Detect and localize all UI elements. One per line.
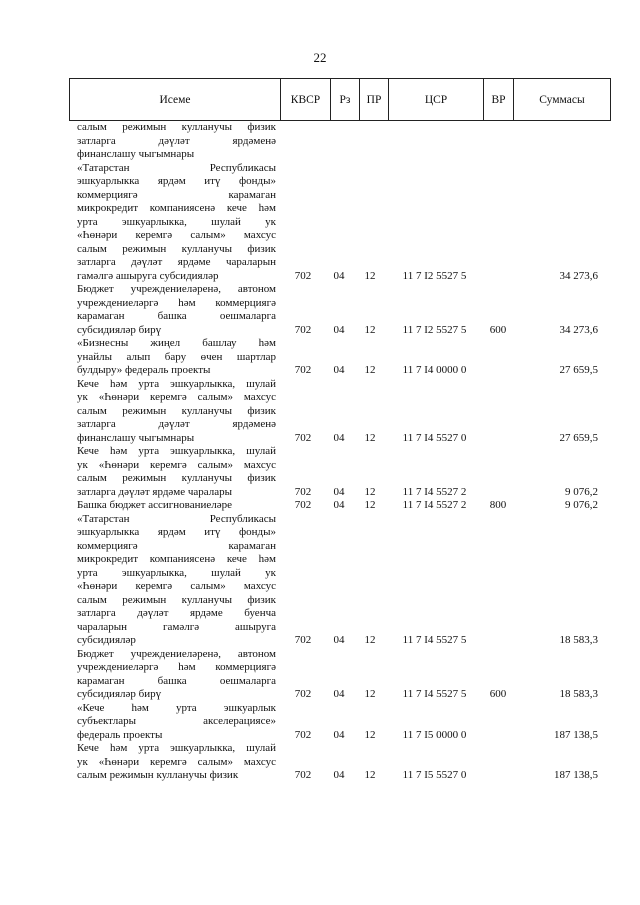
row-name-line: «Татарстан Республикасы <box>77 161 276 174</box>
row-name-line: «Һөнәри керемгә салым» махсус <box>77 229 276 241</box>
header-csr: ЦСР <box>389 79 484 121</box>
row-name-line: салым режимын кулланучы физик <box>77 769 239 781</box>
row-name-line: салым режимын кулланучы физик <box>77 242 276 255</box>
cell-pr: 12 <box>364 499 376 511</box>
row-name-line: салым режимын кулланучы физик <box>77 593 276 606</box>
cell-csr: 11 7 I4 5527 2 <box>402 485 467 498</box>
cell-vr: 800 <box>489 499 507 511</box>
cell-csr: 11 7 I4 5527 5 <box>402 688 467 700</box>
row-name <box>77 702 276 743</box>
table-row <box>0 121 640 162</box>
row-name-line: субсидияләр бирү <box>77 323 162 336</box>
row-name-line: «Һөнәри керемгә салым» махсус <box>77 580 276 592</box>
cell-amount: 34 273,6 <box>559 323 598 336</box>
row-name-line: финанслашу чыгымнары <box>77 431 195 444</box>
cell-rz: 04 <box>333 269 345 282</box>
cell-kvsr: 702 <box>294 364 312 376</box>
table-row <box>0 648 640 702</box>
header-amount: Суммасы <box>514 79 611 121</box>
cell-kvsr: 702 <box>294 728 312 741</box>
cell-amount: 27 659,5 <box>559 431 598 444</box>
table-row <box>0 337 640 378</box>
cell-amount: 187 138,5 <box>554 769 598 781</box>
cell-csr: 11 7 I5 0000 0 <box>402 728 467 741</box>
row-name-line: учреждениеләргә һәм коммерциягә <box>77 661 276 673</box>
row-name <box>77 513 276 648</box>
cell-rz: 04 <box>333 323 345 336</box>
row-name-line: Башка бюджет ассигнованиеләре <box>77 499 232 511</box>
cell-amount: 18 583,3 <box>559 688 598 700</box>
row-name-line: субсидияләр <box>77 634 136 646</box>
row-name-line: эшкуарлыкка ярдәм итү фонды» <box>77 175 276 187</box>
row-name-line: «Бизнесны жиңел башлау һәм <box>77 337 276 349</box>
cell-kvsr: 702 <box>294 323 312 336</box>
cell-rz: 04 <box>333 769 345 781</box>
cell-csr: 11 7 I4 5527 2 <box>402 499 467 511</box>
cell-csr: 11 7 I5 5527 0 <box>402 769 467 781</box>
row-name <box>77 742 276 783</box>
header-pr: ПР <box>360 79 389 121</box>
row-name-line: Кече һәм урта эшкуарлыкка, шулай <box>77 377 276 390</box>
row-name-line: чараларын гамәлгә ашыруга <box>77 620 276 633</box>
cell-vr: 600 <box>489 688 507 700</box>
row-name-line: Кече һәм урта эшкуарлыкка, шулай <box>77 742 276 754</box>
cell-kvsr: 702 <box>294 769 312 781</box>
row-name-line: учреждениеләргә һәм коммерциягә <box>77 296 276 309</box>
cell-csr: 11 7 I4 0000 0 <box>402 364 467 376</box>
row-name-line: затларга дәүләт ярдәменә <box>77 418 276 430</box>
cell-csr: 11 7 I2 5527 5 <box>402 323 467 336</box>
cell-kvsr: 702 <box>294 688 312 700</box>
cell-rz: 04 <box>333 634 345 646</box>
cell-rz: 04 <box>333 688 345 700</box>
row-name-line: ук «Һөнәри керемгә салым» махсус <box>77 391 276 403</box>
cell-pr: 12 <box>364 323 376 336</box>
cell-pr: 12 <box>364 364 376 376</box>
cell-kvsr: 702 <box>294 499 312 511</box>
row-name-line: урта эшкуарлыкка, шулай ук <box>77 566 276 579</box>
row-name-line: ук «Һөнәри керемгә салым» махсус <box>77 755 276 768</box>
cell-csr: 11 7 I4 5527 0 <box>402 431 467 444</box>
header-vr: ВР <box>484 79 514 121</box>
header-rz: Рз <box>331 79 360 121</box>
row-name-line: салым режимын кулланучы физик <box>77 121 276 133</box>
cell-amount: 34 273,6 <box>559 269 598 282</box>
cell-pr: 12 <box>364 269 376 282</box>
table-header <box>69 78 611 121</box>
row-name <box>77 499 276 513</box>
cell-rz: 04 <box>333 499 345 511</box>
cell-amount: 9 076,2 <box>565 485 598 498</box>
cell-kvsr: 702 <box>294 431 312 444</box>
row-name-line: микрокредит компаниясенә кече һәм <box>77 553 276 565</box>
cell-pr: 12 <box>364 431 376 444</box>
cell-csr: 11 7 I4 5527 5 <box>402 634 467 646</box>
row-name-line: затларга дәүләт ярдәме чараларын <box>77 256 276 268</box>
table-row <box>0 513 640 648</box>
table-row <box>0 445 640 499</box>
row-name <box>77 121 276 162</box>
cell-rz: 04 <box>333 728 345 741</box>
cell-kvsr: 702 <box>294 634 312 646</box>
row-name-line: затларга дәүләт ярдәме буенча <box>77 607 276 619</box>
table-row <box>0 702 640 743</box>
table-body <box>0 121 640 783</box>
row-name-line: «Кече һәм урта эшкуарлык <box>77 701 276 714</box>
header-kvsr: КВСР <box>281 79 331 121</box>
cell-amount: 18 583,3 <box>559 634 598 646</box>
cell-csr: 11 7 I2 5527 5 <box>402 269 467 282</box>
cell-kvsr: 702 <box>294 485 312 498</box>
row-name-line: затларга дәүләт ярдәменә <box>77 134 276 147</box>
row-name-line: Бюджет учреждениеләренә, автоном <box>77 283 276 295</box>
row-name-line: финанслашу чыгымнары <box>77 148 195 160</box>
header-name: Исеме <box>70 79 281 121</box>
row-name-line: унайлы алып бару өчен шартлар <box>77 350 276 363</box>
cell-amount: 27 659,5 <box>559 364 598 376</box>
row-name-line: микрокредит компаниясенә кече һәм <box>77 202 276 214</box>
cell-kvsr: 702 <box>294 269 312 282</box>
cell-pr: 12 <box>364 634 376 646</box>
row-name-line: коммерциягә карамаган <box>77 188 276 201</box>
row-name-line: булдыру» федераль проекты <box>77 364 211 376</box>
row-name-line: затларга дәүләт ярдәме чаралары <box>77 485 233 498</box>
row-name-line: карамаган башка оешмаларга <box>77 310 276 322</box>
table-row <box>0 742 640 783</box>
table-row <box>0 499 640 513</box>
cell-pr: 12 <box>364 688 376 700</box>
cell-vr: 600 <box>489 323 507 336</box>
row-name <box>77 283 276 337</box>
row-name <box>77 162 276 284</box>
row-name-line: субъектлары акселерациясе» <box>77 715 276 727</box>
cell-pr: 12 <box>364 485 376 498</box>
row-name-line: эшкуарлыкка ярдәм итү фонды» <box>77 526 276 538</box>
row-name <box>77 337 276 378</box>
cell-pr: 12 <box>364 728 376 741</box>
cell-pr: 12 <box>364 769 376 781</box>
table-row <box>0 378 640 446</box>
row-name-line: гамәлгә ашыруга субсидияләр <box>77 269 219 282</box>
row-name-line: «Татарстан Республикасы <box>77 512 276 525</box>
row-name-line: салым режимын кулланучы физик <box>77 472 276 484</box>
row-name-line: коммерциягә карамаган <box>77 539 276 552</box>
table-row <box>0 162 640 284</box>
row-name-line: Кече һәм урта эшкуарлыкка, шулай <box>77 445 276 457</box>
table-row <box>0 283 640 337</box>
row-name-line: Бюджет учреждениеләренә, автоном <box>77 647 276 660</box>
page-number: 22 <box>313 50 327 65</box>
cell-rz: 04 <box>333 431 345 444</box>
row-name-line: салым режимын кулланучы физик <box>77 404 276 417</box>
row-name <box>77 648 276 702</box>
row-name-line: ук «Һөнәри керемгә салым» махсус <box>77 458 276 471</box>
cell-amount: 187 138,5 <box>554 728 598 741</box>
row-name-line: карамаган башка оешмаларга <box>77 674 276 687</box>
row-name <box>77 378 276 446</box>
row-name-line: урта эшкуарлыкка, шулай ук <box>77 215 276 228</box>
cell-rz: 04 <box>333 485 345 498</box>
cell-rz: 04 <box>333 364 345 376</box>
row-name-line: субсидияләр бирү <box>77 688 162 700</box>
row-name-line: федераль проекты <box>77 728 163 741</box>
row-name <box>77 445 276 499</box>
cell-amount: 9 076,2 <box>565 499 598 511</box>
